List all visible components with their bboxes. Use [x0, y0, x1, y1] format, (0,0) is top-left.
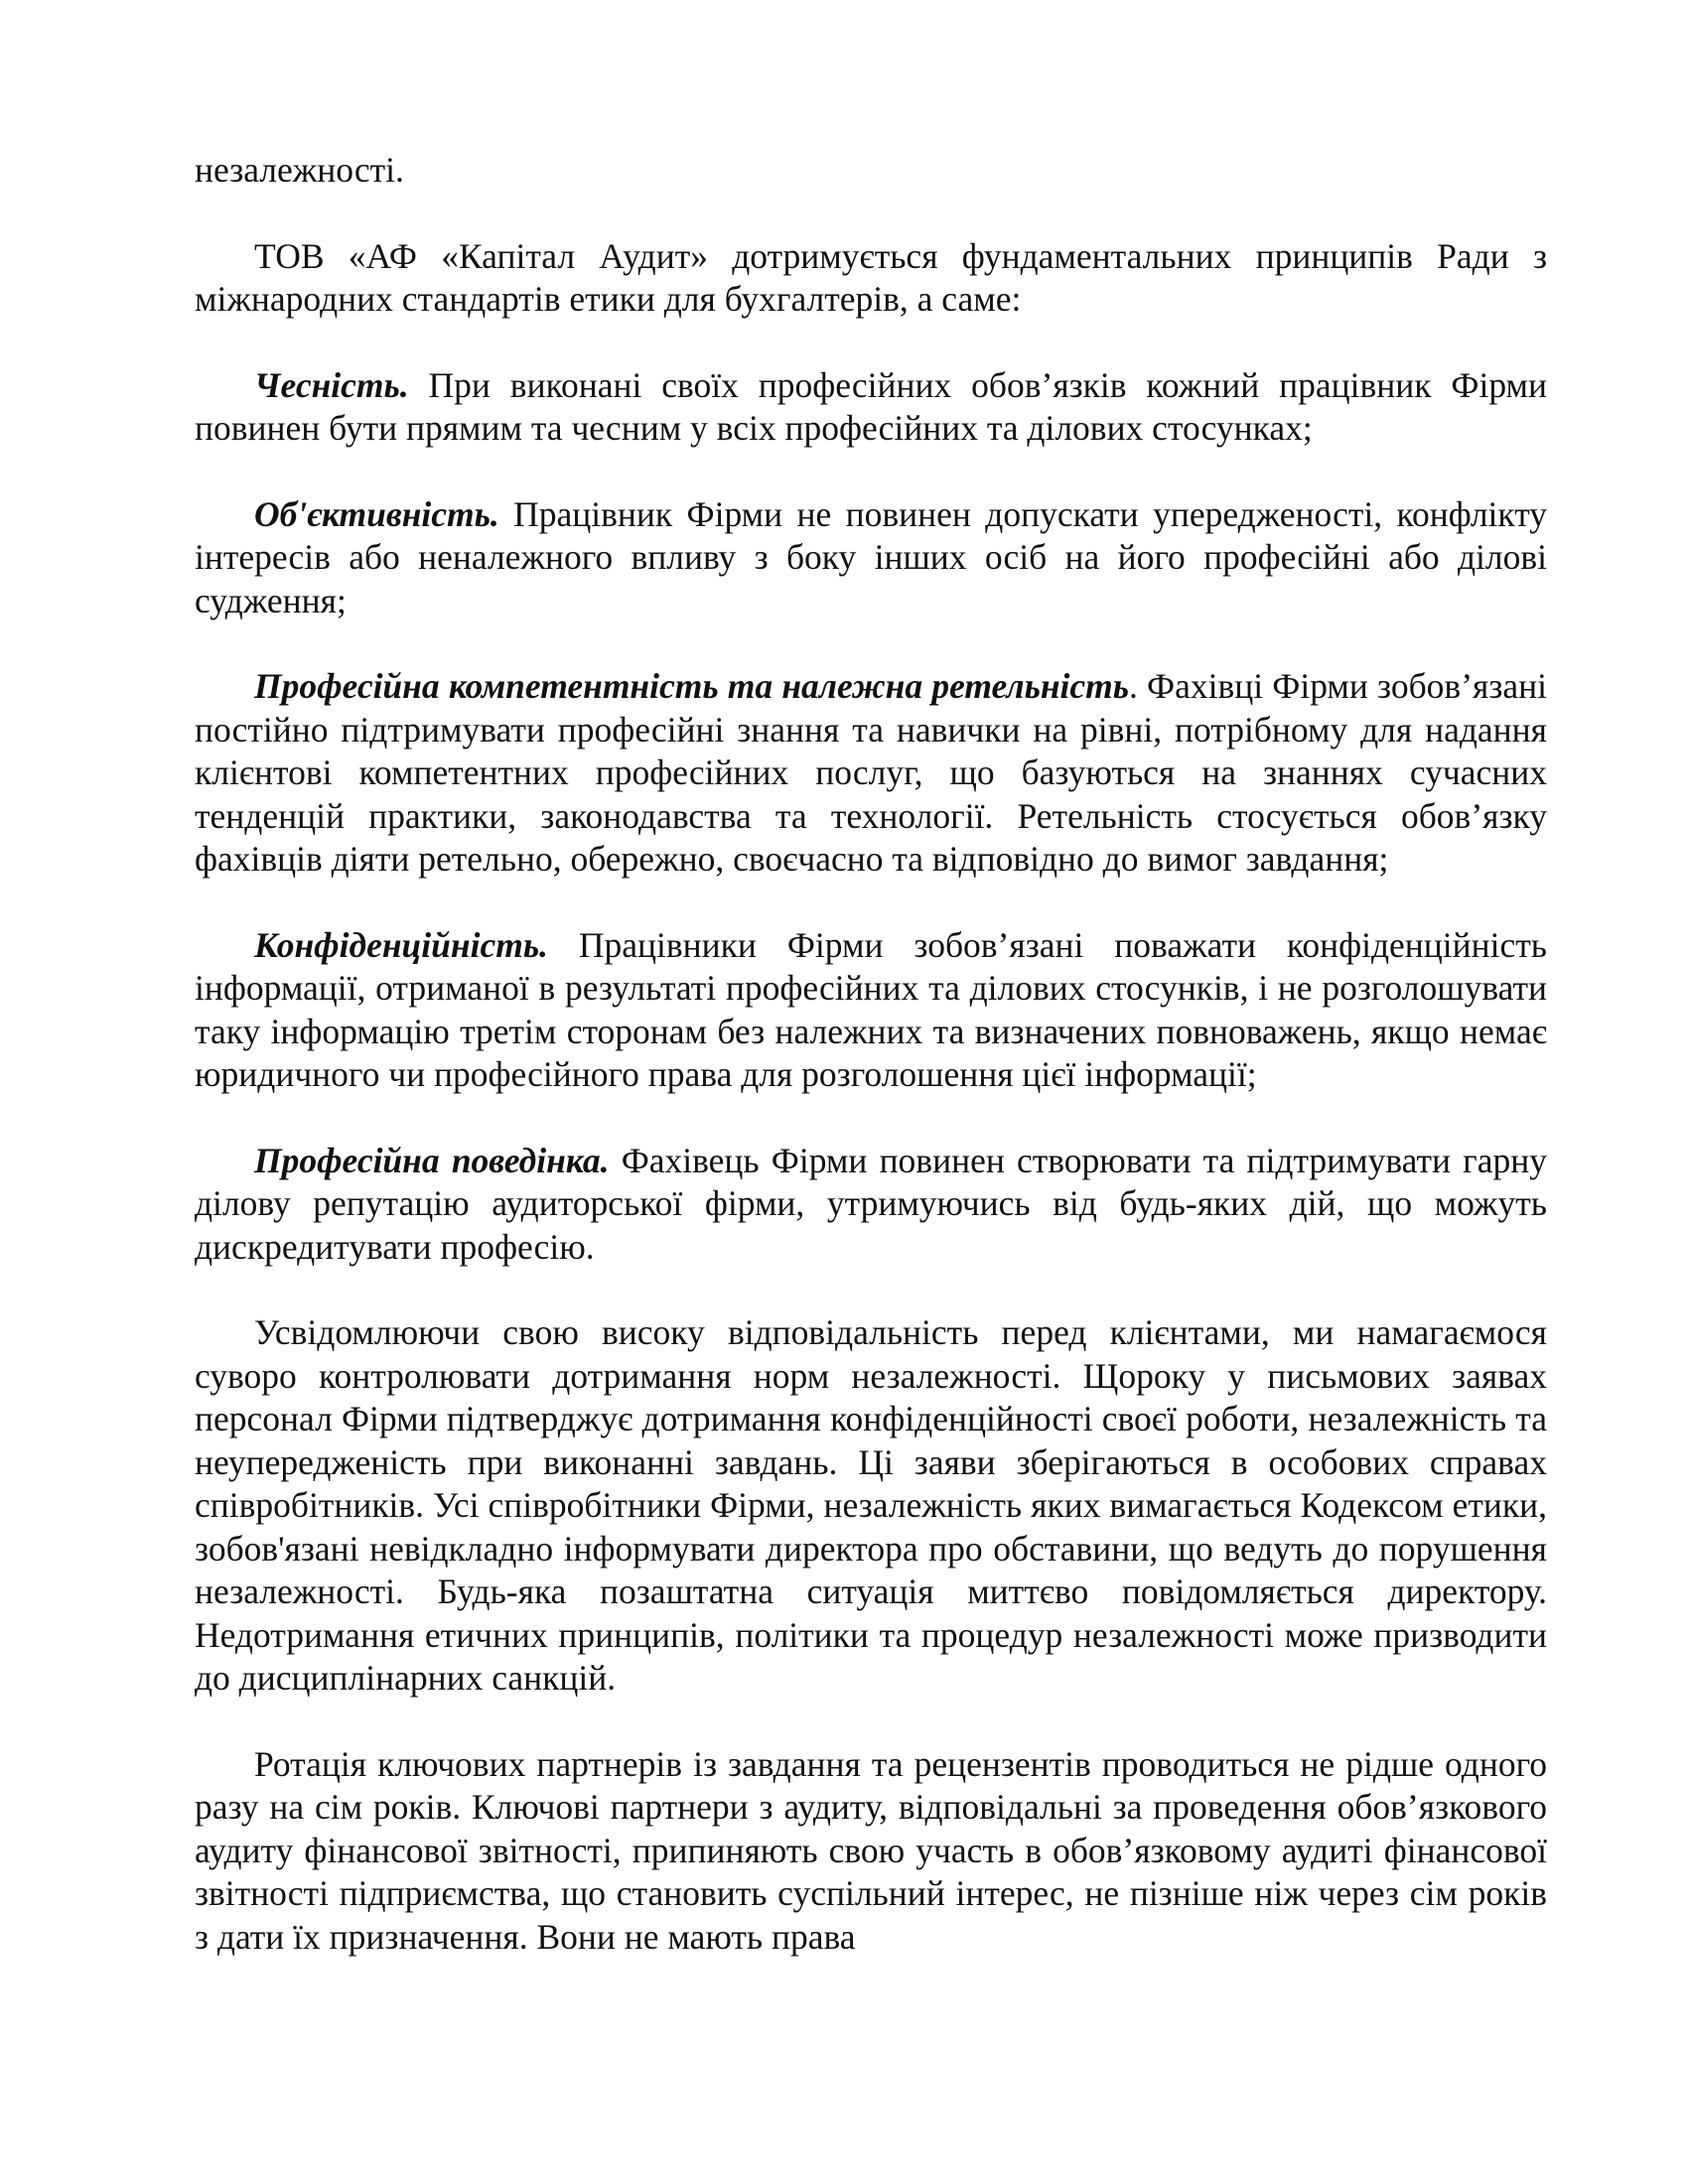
document-page [195, 149, 1547, 2001]
paragraph-honesty [195, 364, 1547, 451]
paragraph-text: Ротація ключових партнерів із завдання та рецензентів проводиться не рідше одного разу на сім років. Ключові партнери з аудиту, відповідальні за проведення обов’язкового аудиту фінансової звітності, припиняють свою участь в обов’язковому аудиті фінансової звітності підприємства, що становить суспільний інтерес, не пізніше ніж через сім років з дати їх призначення. Вони не мають права [195, 1743, 1547, 1957]
paragraph-objectivity [195, 493, 1547, 623]
paragraph-text: незалежності. [195, 150, 404, 190]
paragraph-text: Працівник Фірми не повинен допускати упередженості, конфлікту інтересів або неналежного впливу з боку інших осіб на його професійні або ділові судження; [195, 493, 1547, 620]
paragraph-confidentiality [195, 924, 1547, 1097]
paragraph-continuation [195, 149, 1547, 193]
paragraph-text: . Фахівці Фірми зобов’язані постійно підтримувати професійні знання та навички на рівні, потрібному для надання клієнтові компетентних професійних послуг, що базуються на знаннях сучасних тенденцій практики, законодавства та технології. Ретельність стосується обов’язку фахівців діяти ретельно, обережно, своєчасно та відповідно до вимог завдання; [195, 666, 1547, 879]
paragraph-text: Усвідомлюючи свою високу відповідальність перед клієнтами, ми намагаємося суворо контролювати дотримання норм незалежності. Щороку у письмових заявах персонал Фірми підтверджує дотримання конфіденційності своєї роботи, незалежність та неупередженість при виконанні завдань. Ці заяви зберігаються в особових справах співробітників. Усі співробітники Фірми, незалежність яких вимагається Кодексом етики, зобов'язані невідкладно інформувати директора про обставини, що ведуть до порушення незалежності. Будь-яка позаштатна ситуація миттєво повідомляється директору. Недотримання етичних принципів, політики та процедур незалежності може призводити до дисциплінарних санкцій. [195, 1312, 1547, 1698]
paragraph-intro [195, 235, 1547, 322]
principle-term: Конфіденційність. [254, 924, 548, 965]
principle-term: Чесність. [254, 364, 409, 405]
paragraph-competence [195, 665, 1547, 882]
paragraph-text: При виконані своїх професійних обов’язків кожний працівник Фірми повинен бути прямим та чесним у всіх професійних та ділових стосунках; [195, 364, 1547, 448]
paragraph-independence-control [195, 1311, 1547, 1701]
paragraph-rotation [195, 1743, 1547, 1960]
principle-term: Професійна поведінка. [254, 1140, 610, 1180]
principle-term: Професійна компетентність та належна ретельність [254, 666, 1129, 706]
principle-term: Об'єктивність. [254, 493, 499, 534]
paragraph-text: Фахівець Фірми повинен створювати та підтримувати гарну ділову репутацію аудиторської фірми, утримуючись від будь-яких дій, що можуть дискредитувати професію. [195, 1140, 1547, 1267]
paragraph-text: Працівники Фірми зобов’язані поважати конфіденційність інформації, отриманої в результаті професійних та ділових стосунків, і не розголошувати таку інформацію третім сторонам без належних та визначених повноважень, якщо немає юридичного чи професійного права для розголошення цієї інформації; [195, 924, 1547, 1094]
paragraph-professional-behavior [195, 1140, 1547, 1270]
paragraph-text: ТОВ «АФ «Капітал Аудит» дотримується фундаментальних принципів Ради з міжнародних стандартів етики для бухгалтерів, а саме: [195, 235, 1547, 319]
